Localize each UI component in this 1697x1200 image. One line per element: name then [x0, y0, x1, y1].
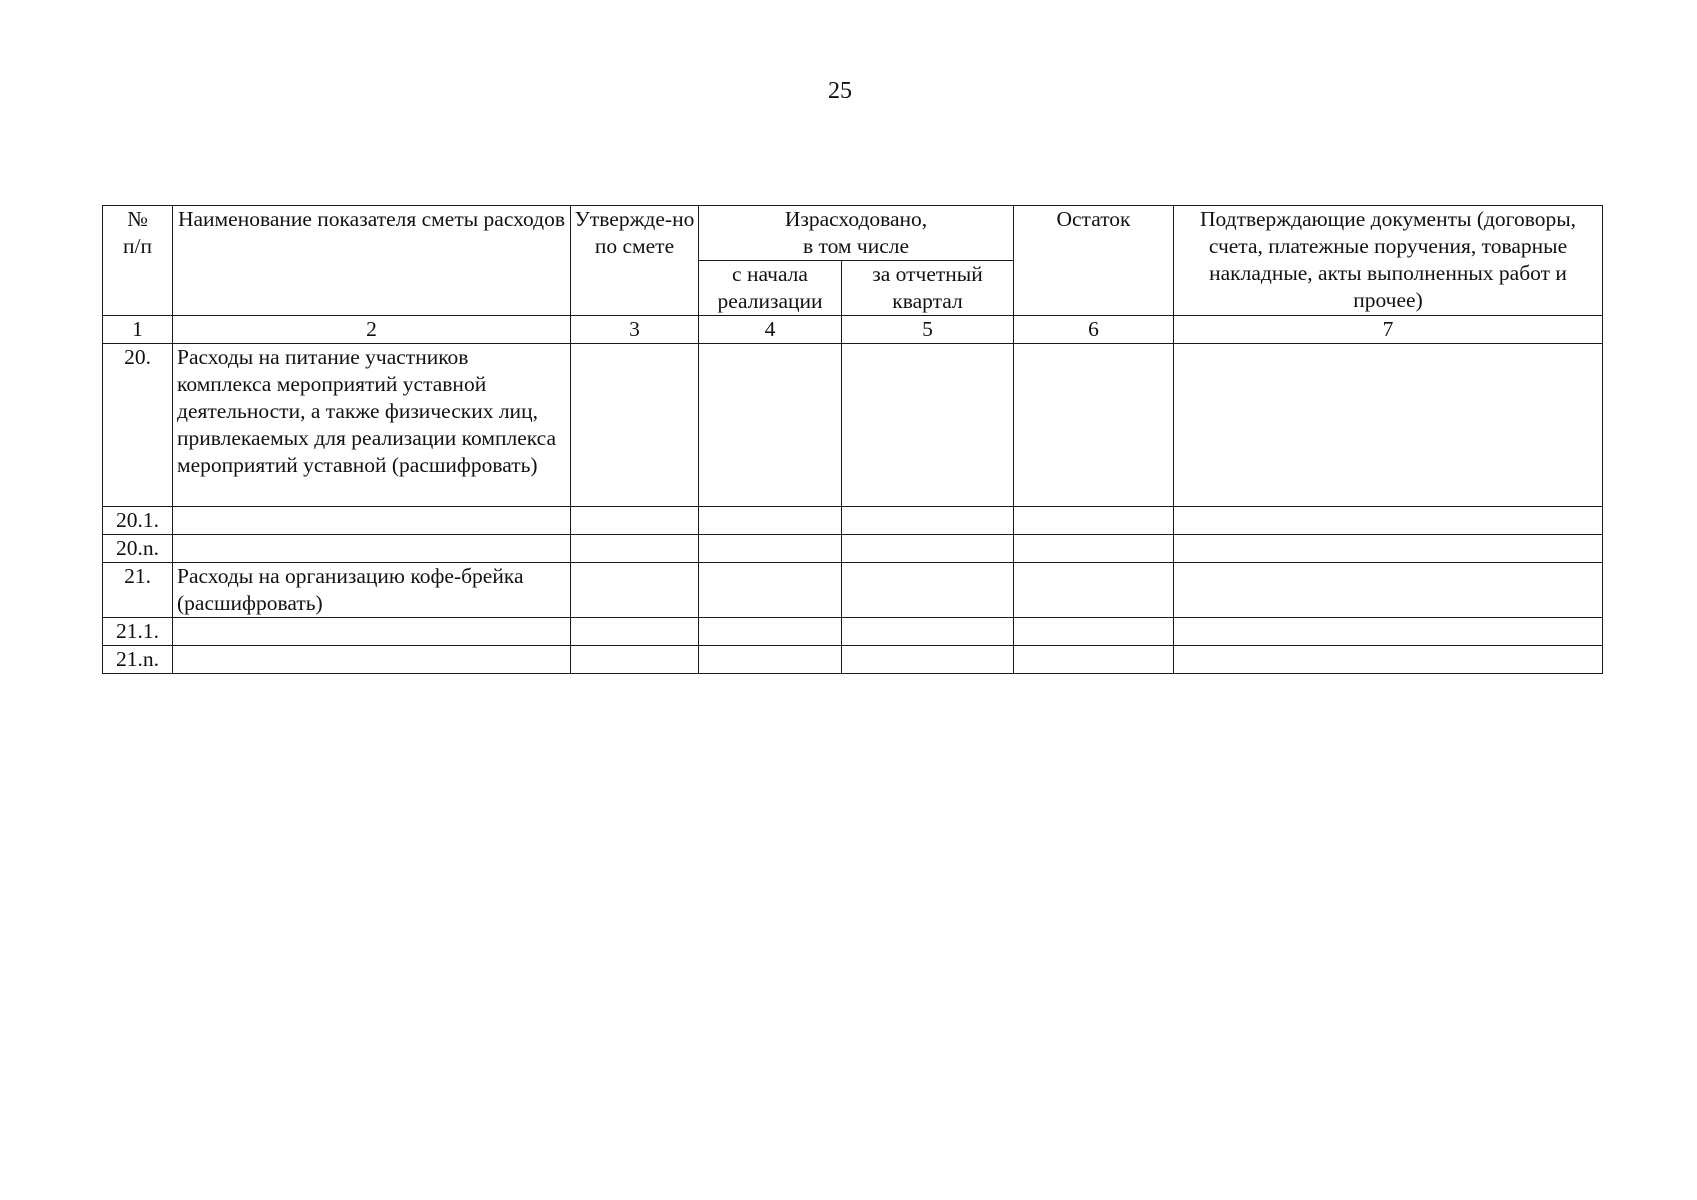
row-documents-cell — [1174, 507, 1603, 535]
row-spent-quarter-cell — [842, 646, 1014, 674]
column-number-6: 6 — [1014, 316, 1174, 344]
header-approved: Утвержде-но по смете — [571, 206, 699, 316]
table-row — [103, 563, 1603, 618]
header-remainder: Остаток — [1014, 206, 1174, 316]
row-approved-cell — [571, 507, 699, 535]
row-documents-cell — [1174, 618, 1603, 646]
row-spent-quarter-cell — [842, 535, 1014, 563]
column-number-1: 1 — [103, 316, 173, 344]
column-number-4: 4 — [699, 316, 842, 344]
column-number-7: 7 — [1174, 316, 1603, 344]
row-approved-cell — [571, 563, 699, 618]
row-sn: 21. — [103, 563, 173, 618]
row-documents-cell — [1174, 344, 1603, 507]
row-name: Расходы на организацию кофе-брейка (расшифровать) — [173, 563, 571, 618]
row-sn: 20. — [103, 344, 173, 507]
table-row — [103, 618, 1603, 646]
header-name: Наименование показателя сметы расходов — [173, 206, 571, 316]
table-row — [103, 646, 1603, 674]
row-approved-cell — [571, 344, 699, 507]
row-spent-from-start-cell — [699, 344, 842, 507]
row-spent-quarter-cell — [842, 618, 1014, 646]
row-name — [173, 535, 571, 563]
table-row — [103, 535, 1603, 563]
row-approved-cell — [571, 646, 699, 674]
column-number-5: 5 — [842, 316, 1014, 344]
row-spent-from-start-cell — [699, 646, 842, 674]
row-documents-cell — [1174, 646, 1603, 674]
header-documents: Подтверждающие документы (договоры, счета, платежные поручения, товарные накладные, акты выполненных работ и прочее) — [1174, 206, 1603, 316]
row-remainder-cell — [1014, 507, 1174, 535]
expense-report-table — [102, 205, 1603, 674]
column-number-row — [103, 316, 1603, 344]
row-approved-cell — [571, 618, 699, 646]
header-sn: № п/п — [103, 206, 173, 316]
row-name: Расходы на питание участников комплекса мероприятий уставной деятельности, а также физических лиц, привлекаемых для реализации комплекса мероприятий уставной (расшифровать) — [173, 344, 571, 507]
row-remainder-cell — [1014, 535, 1174, 563]
row-spent-from-start-cell — [699, 618, 842, 646]
row-spent-from-start-cell — [699, 563, 842, 618]
row-name — [173, 646, 571, 674]
column-number-3: 3 — [571, 316, 699, 344]
row-spent-quarter-cell — [842, 344, 1014, 507]
expense-report-table-wrapper — [102, 205, 1602, 674]
row-spent-quarter-cell — [842, 507, 1014, 535]
row-spent-quarter-cell — [842, 563, 1014, 618]
row-sn: 21.1. — [103, 618, 173, 646]
row-remainder-cell — [1014, 618, 1174, 646]
table-row — [103, 507, 1603, 535]
row-remainder-cell — [1014, 646, 1174, 674]
row-sn: 21.n. — [103, 646, 173, 674]
table-row — [103, 344, 1603, 507]
row-documents-cell — [1174, 563, 1603, 618]
row-spent-from-start-cell — [699, 507, 842, 535]
header-spent: Израсходовано, в том числе — [699, 206, 1014, 261]
row-remainder-cell — [1014, 563, 1174, 618]
row-spent-from-start-cell — [699, 535, 842, 563]
row-approved-cell — [571, 535, 699, 563]
row-name — [173, 507, 571, 535]
row-sn: 20.1. — [103, 507, 173, 535]
header-row-1 — [103, 206, 1603, 261]
header-spent-from-start: с начала реализации — [699, 261, 842, 316]
row-name — [173, 618, 571, 646]
header-spent-quarter: за отчетный квартал — [842, 261, 1014, 316]
column-number-2: 2 — [173, 316, 571, 344]
row-remainder-cell — [1014, 344, 1174, 507]
row-sn: 20.n. — [103, 535, 173, 563]
page-number: 25 — [828, 78, 852, 104]
row-documents-cell — [1174, 535, 1603, 563]
